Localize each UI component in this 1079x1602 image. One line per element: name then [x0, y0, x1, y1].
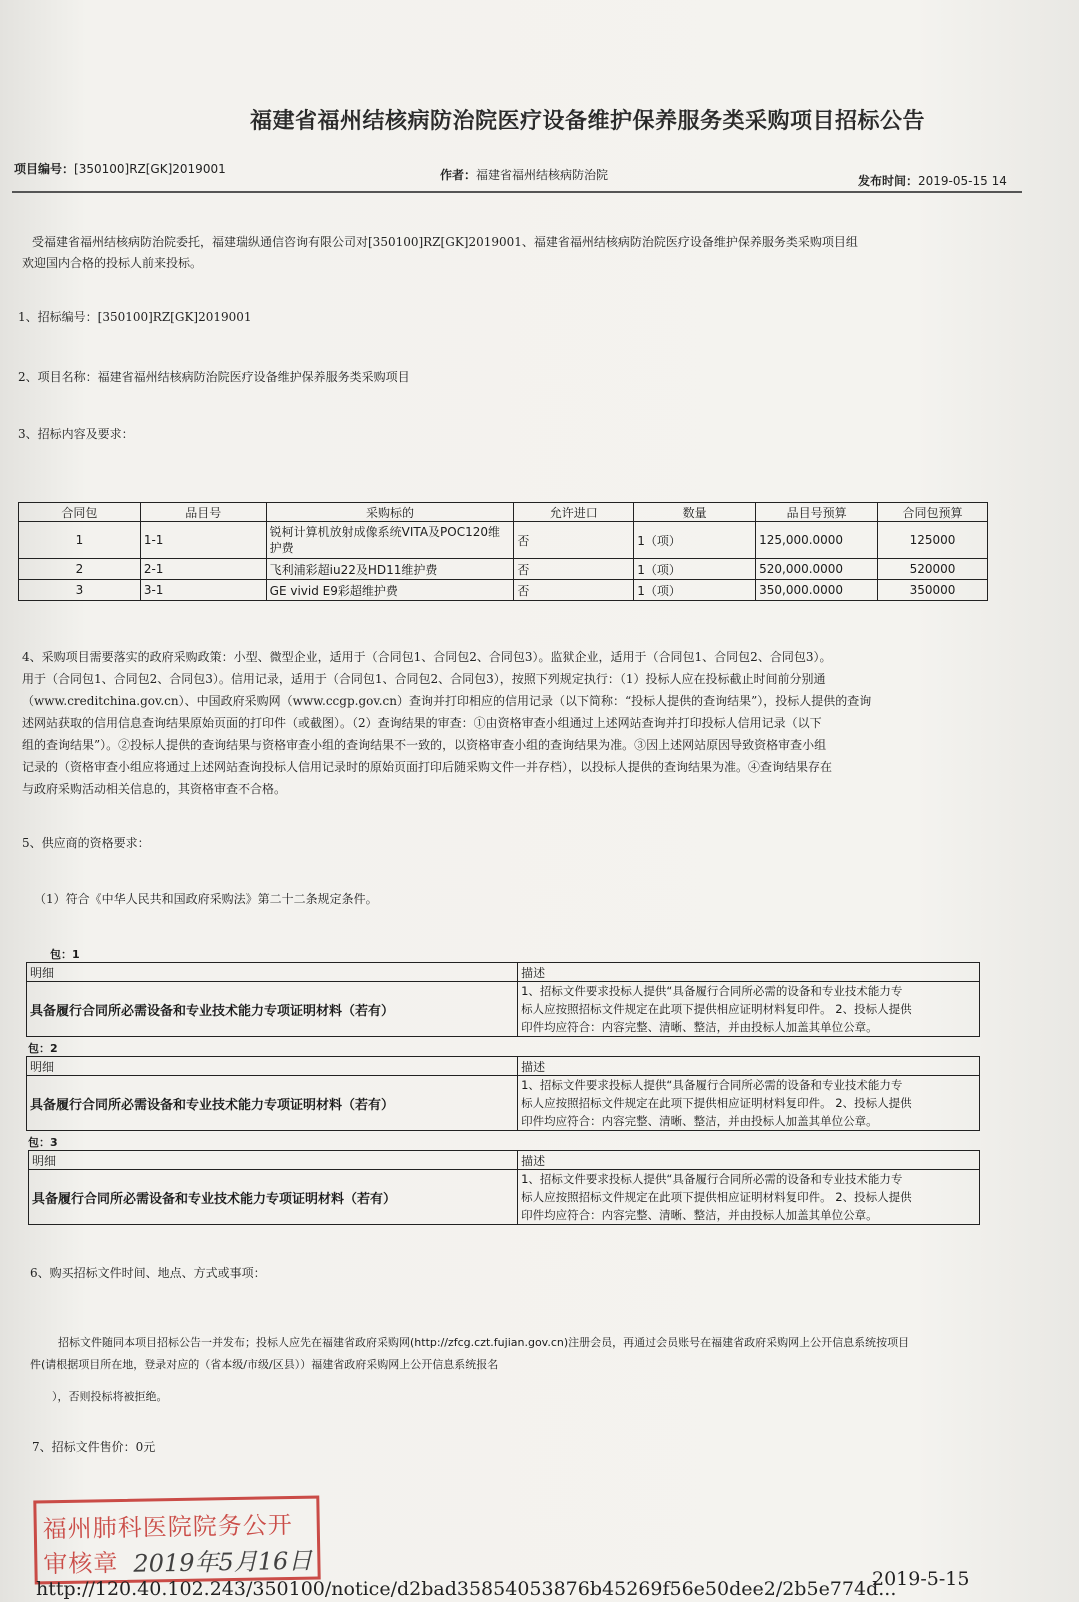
cell: 锐柯计算机放射成像系统VITA及POC120维护费	[266, 522, 514, 559]
description-cell	[518, 982, 980, 1037]
cell: 125000	[878, 522, 988, 559]
description-line: 1、招标文件要求投标人提供“具备履行合同所必需的设备和专业技术能力专	[521, 1078, 903, 1092]
description-line: 1、招标文件要求投标人提供“具备履行合同所必需的设备和专业技术能力专	[521, 984, 903, 998]
section-6: 6、购买招标文件时间、地点、方式或事项：	[30, 1266, 266, 1280]
publish-time-label: 发布时间：	[858, 174, 919, 188]
cell: 否	[514, 559, 634, 580]
header-cell: 合同包预算	[878, 503, 988, 522]
description-line: 标人应按照招标文件规定在此项下提供相应证明材料复印件。 2、投标人提供	[521, 1190, 912, 1204]
qualification-table-3	[28, 1150, 980, 1225]
footer-url: http://120.40.102.243/350100/notice/d2bad35854053876b45269f56e50dee2/2b5e774d...	[36, 1578, 897, 1600]
section-4-line-6: 记录的（资格审查小组应将通过上述网站查询投标人信用记录时的原始页面打印后随采购文件一并存档），以投标人提供的查询结果为准。④查询结果存在	[22, 760, 833, 774]
cell: 1（项）	[634, 559, 756, 580]
project-number-label: 项目编号：	[14, 162, 75, 176]
page-title: 福建省福州结核病防治院医疗设备维护保养服务类采购项目招标公告	[250, 109, 926, 134]
cell: 2	[19, 559, 141, 580]
header-cell: 品目号	[140, 503, 266, 522]
header-cell: 品目号预算	[756, 503, 878, 522]
header-cell: 采购标的	[266, 503, 514, 522]
cell: 350,000.0000	[756, 580, 878, 601]
cell: 520,000.0000	[756, 559, 878, 580]
column-header: 描述	[518, 1151, 980, 1170]
cell: 350000	[878, 580, 988, 601]
cell: 1	[19, 522, 141, 559]
cell: 3-1	[140, 580, 266, 601]
contract-table	[18, 502, 988, 601]
description-cell	[518, 1170, 980, 1225]
qualification-table-2	[26, 1056, 980, 1131]
description-line: 印件均应符合：内容完整、清晰、整洁，并由投标人加盖其单位公章。	[521, 1020, 878, 1034]
table-row	[19, 559, 988, 580]
project-number-value: [350100]RZ[GK]2019001	[74, 162, 226, 176]
section-4-line-3: （www.creditchina.gov.cn）、中国政府采购网（www.ccgp.gov.cn）查询并打印相应的信用记录（以下简称：“投标人提供的查询结果”），投标人提供的查询	[22, 694, 872, 708]
publish-time	[858, 172, 1007, 189]
header-cell: 数量	[634, 503, 756, 522]
column-header: 明细	[27, 1057, 518, 1076]
item-cell: 具备履行合同所必需设备和专业技术能力专项证明材料（若有）	[29, 1170, 518, 1225]
cell: GE vivid E9彩超维护费	[266, 580, 514, 601]
section-4-line-5: 组的查询结果”）。②投标人提供的查询结果与资格审查小组的查询结果不一致的，以资格审查小组的查询结果为准。③因上述网站原因导致资格审查小组	[22, 738, 827, 752]
cell: 1-1	[140, 522, 266, 559]
cell: 520000	[878, 559, 988, 580]
section-5: 5、供应商的资格要求：	[22, 836, 150, 850]
contract-table-header	[19, 503, 988, 522]
package-label: 包：3	[28, 1136, 58, 1149]
qualification-table-1	[26, 962, 980, 1037]
cell: 否	[514, 580, 634, 601]
header-cell: 允许进口	[514, 503, 634, 522]
description-line: 印件均应符合：内容完整、清晰、整洁，并由投标人加盖其单位公章。	[521, 1208, 878, 1222]
publish-time-value: 2019-05-15 14	[918, 174, 1007, 188]
header-cell: 合同包	[19, 503, 141, 522]
package-label: 包：1	[50, 948, 80, 961]
section-3: 3、招标内容及要求：	[18, 427, 134, 441]
column-header: 明细	[29, 1151, 518, 1170]
project-number	[14, 160, 226, 177]
header-divider	[12, 191, 1022, 193]
table-row	[19, 580, 988, 601]
section-4-line-4: 述网站获取的信用信息查询结果原始页面的打印件（或截图）。（2）查询结果的审查：①由资格审查小组通过上述网站查询并打印投标人信用记录（以下	[22, 716, 822, 730]
column-header: 描述	[518, 1057, 980, 1076]
author-label: 作者：	[440, 168, 477, 182]
description-line: 标人应按照招标文件规定在此项下提供相应证明材料复印件。 2、投标人提供	[521, 1096, 912, 1110]
intro-line-2: 欢迎国内合格的投标人前来投标。	[22, 256, 203, 270]
table-row	[19, 522, 988, 559]
section-4-line-1: 4、采购项目需要落实的政府采购政策：小型、微型企业，适用于（合同包1、合同包2、合同包3）。监狱企业，适用于（合同包1、合同包2、合同包3）。	[22, 650, 832, 664]
author-value: 福建省福州结核病防治院	[476, 168, 609, 182]
section-6-line-1: 招标文件随同本项目招标公告一并发布；投标人应先在福建省政府采购网(http://zfcg.czt.fujian.gov.cn)注册会员，再通过会员账号在福建省政府采购网上公开信息系统按项目	[58, 1336, 910, 1349]
section-1: 1、招标编号：[350100]RZ[GK]2019001	[18, 310, 252, 324]
author	[440, 166, 608, 183]
column-header: 描述	[518, 963, 980, 982]
item-cell: 具备履行合同所必需设备和专业技术能力专项证明材料（若有）	[27, 1076, 518, 1131]
section-5-item-1: （1）符合《中华人民共和国政府采购法》第二十二条规定条件。	[34, 892, 378, 906]
cell: 1（项）	[634, 522, 756, 559]
item-cell: 具备履行合同所必需设备和专业技术能力专项证明材料（若有）	[27, 982, 518, 1037]
section-4-line-7: 与政府采购活动相关信息的，其资格审查不合格。	[22, 782, 287, 796]
section-2: 2、项目名称：福建省福州结核病防治院医疗设备维护保养服务类采购项目	[18, 370, 410, 384]
description-line: 1、招标文件要求投标人提供“具备履行合同所必需的设备和专业技术能力专	[521, 1172, 903, 1186]
section-7: 7、招标文件售价：0元	[32, 1440, 156, 1454]
package-label: 包：2	[28, 1042, 58, 1055]
description-line: 印件均应符合：内容完整、清晰、整洁，并由投标人加盖其单位公章。	[521, 1114, 878, 1128]
cell: 飞利浦彩超iu22及HD11维护费	[266, 559, 514, 580]
cell: 1（项）	[634, 580, 756, 601]
description-cell	[518, 1076, 980, 1131]
stamp-date: 2019年5月16日	[133, 1546, 313, 1578]
section-6-line-3: ），否则投标将被拒绝。	[52, 1390, 168, 1403]
description-line: 标人应按照招标文件规定在此项下提供相应证明材料复印件。 2、投标人提供	[521, 1002, 912, 1016]
cell: 2-1	[140, 559, 266, 580]
approval-stamp	[33, 1496, 320, 1585]
intro-line-1: 受福建省福州结核病防治院委托，福建瑞纵通信咨询有限公司对[350100]RZ[GK]2019001、福建省福州结核病防治院医疗设备维护保养服务类采购项目组	[32, 235, 858, 249]
cell: 125,000.0000	[756, 522, 878, 559]
stamp-text: 福州肺科医院院务公开审核章	[42, 1510, 293, 1579]
footer-date: 2019-5-15	[872, 1568, 970, 1590]
cell: 3	[19, 580, 141, 601]
column-header: 明细	[27, 963, 518, 982]
cell: 否	[514, 522, 634, 559]
section-4-line-2: 用于（合同包1、合同包2、合同包3）。信用记录，适用于（合同包1、合同包2、合同包3），按照下列规定执行：（1）投标人应在投标截止时间前分别通	[22, 672, 826, 686]
section-6-line-2: 件(请根据项目所在地，登录对应的（省本级/市级/区县））福建省政府采购网上公开信息系统报名	[30, 1358, 499, 1371]
